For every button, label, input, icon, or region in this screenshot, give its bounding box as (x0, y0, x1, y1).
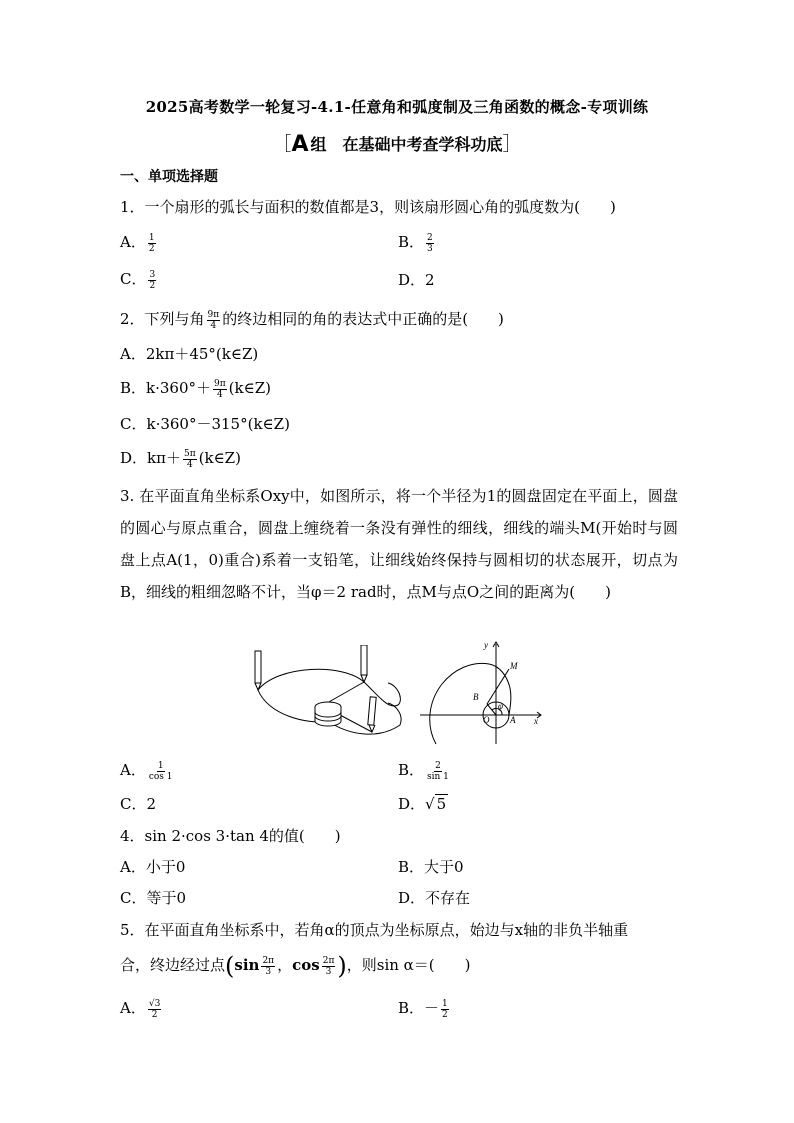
tangent-bm (487, 669, 509, 704)
fraction (148, 270, 156, 291)
numerator: 2 (427, 232, 433, 243)
q5-stem-line1: 5．在平面直角坐标系中，若角α的顶点为坐标原点，始边与x轴的非负半轴重 (120, 921, 629, 939)
denominator: sin 1 (427, 771, 449, 782)
q1-option-b (398, 232, 436, 254)
label-y: y (484, 640, 488, 650)
q5-stem-pre: 合，终边经过点 (120, 956, 226, 974)
option-post: (k∈Z) (228, 379, 271, 397)
denominator: 3 (325, 966, 332, 977)
q5-stem-post: ，则sin α＝( ) (346, 956, 471, 974)
section-heading: 一、单项选择题 (120, 169, 218, 185)
fraction (426, 233, 434, 254)
pencil-top-right-body (361, 645, 367, 675)
fraction (441, 999, 449, 1020)
option-label: A． (120, 999, 146, 1017)
group-heading (0, 129, 794, 156)
q1-option-c (120, 269, 158, 291)
numerator: √3 (148, 998, 161, 1009)
option-label: A． (120, 761, 146, 779)
q5-option-a (120, 998, 163, 1020)
denominator: 4 (216, 389, 223, 400)
involute-figure (410, 636, 550, 746)
label-x: x (534, 716, 538, 726)
label-m: M (510, 661, 518, 671)
q4-option-c: C．等于0 (120, 889, 187, 907)
option-label: A． (120, 233, 146, 251)
q4-option-a: A．小于0 (120, 858, 186, 876)
denominator: 4 (186, 459, 193, 470)
q3-option-c: C．2 (120, 795, 157, 813)
q2-stem-pre: 2．下列与角 (120, 310, 205, 328)
label-b: B (473, 692, 479, 702)
denominator: 2 (148, 243, 155, 254)
q1-option-a (120, 232, 158, 254)
paren-close: ) (337, 952, 347, 980)
label-a: A (510, 715, 516, 725)
numerator: 5π (183, 448, 196, 459)
denominator: cos 1 (148, 771, 173, 782)
option-label: B． (398, 233, 425, 251)
q4-option-b: B．大于0 (398, 858, 464, 876)
option-pre: D．kπ＋ (120, 449, 181, 467)
option-label: B．－ (398, 999, 440, 1017)
sqrt-sign: √ 5 (425, 795, 447, 813)
denominator: 2 (151, 1009, 158, 1020)
q1-option-d: D．2 (398, 271, 435, 289)
numerator: 2π (322, 955, 335, 966)
option-label: D． (398, 795, 426, 813)
q3-stem: 3. 在平面直角坐标系Oxy中，如图所示，将一个半径为1的圆盘固定在平面上，圆盘的圆心与原点重合，圆盘上缠绕着一条没有弹性的细线，细线的端头M(开始时与圆盘上点A(1，0)重合)系着一支铅笔，让细线始终保持与圆相切的状态展开，切点为B，细线的粗细忽略不计，当φ＝2 rad时，点M与点O之间的距离为( ) (120, 487, 678, 601)
group-badge: A (291, 132, 309, 157)
radicand: 5 (436, 795, 447, 813)
label-o: O (483, 715, 490, 725)
denominator: 4 (210, 320, 217, 331)
comma: ， (277, 956, 293, 974)
q4-stem: 4．sin 2·cos 3·tan 4的值( ) (120, 827, 341, 845)
option-post: (k∈Z) (198, 449, 241, 467)
numerator: 1 (157, 760, 164, 771)
group-label: 组 在基础中考查学科功底 (310, 135, 503, 154)
pencil-top-right-tip (361, 675, 367, 682)
fraction (261, 956, 275, 977)
fraction (426, 761, 450, 782)
q3-option-b (398, 760, 452, 782)
paren-open: ( (225, 952, 235, 980)
q2-option-a: A．2kπ＋45°(k∈Z) (120, 345, 259, 363)
fraction (183, 449, 197, 470)
q5-option-b (398, 998, 451, 1020)
q3-option-d (398, 794, 448, 814)
fraction (207, 310, 221, 331)
cos-func: cos (292, 956, 320, 974)
numerator: 3 (149, 269, 156, 280)
spool-pencil-figure (248, 645, 404, 745)
q4-option-d: D．不存在 (398, 889, 471, 907)
option-pre: B．k·360°＋ (120, 379, 212, 397)
numerator: 9π (214, 378, 226, 389)
string-curve-top (258, 669, 364, 690)
q2-stem (120, 309, 504, 331)
fraction (322, 956, 336, 977)
denominator: 2 (442, 1009, 448, 1020)
option-label: C． (120, 270, 147, 288)
pencil-left-tip (255, 683, 261, 690)
numerator: 1 (442, 998, 448, 1009)
numerator: 1 (148, 232, 155, 243)
q2-option-d (120, 448, 241, 470)
fraction (148, 999, 161, 1020)
numerator: 9π (207, 309, 220, 320)
group-close-bracket: ］ (502, 133, 522, 155)
option-label: B． (398, 761, 425, 779)
denominator: 3 (427, 243, 433, 254)
q1-stem: 1．一个扇形的弧长与面积的数值都是3，则该扇形圆心角的弧度数为( ) (120, 198, 616, 216)
group-open-bracket: ［ (272, 133, 292, 155)
q3-option-a (120, 760, 176, 782)
fraction (213, 379, 227, 400)
label-phi: φ (498, 701, 503, 711)
radius-ob (487, 704, 496, 715)
denominator: 3 (265, 966, 272, 977)
fraction (148, 233, 156, 254)
denominator: 2 (149, 280, 156, 291)
q2-stem-post: 的终边相同的角的表达式中正确的是( ) (222, 310, 504, 328)
q5-stem-line2 (120, 952, 471, 980)
document-title: 2025高考数学一轮复习-4.1-任意角和弧度制及三角函数的概念-专项训练 (145, 98, 649, 116)
q2-option-b (120, 378, 271, 400)
numerator: 2π (262, 955, 275, 966)
numerator: 2 (435, 760, 441, 771)
sin-func: sin (234, 956, 260, 974)
fraction (148, 761, 174, 782)
pencil-left-body (255, 651, 261, 683)
pencil-right-body (368, 697, 376, 725)
q2-option-c: C．k·360°－315°(k∈Z) (120, 415, 290, 433)
